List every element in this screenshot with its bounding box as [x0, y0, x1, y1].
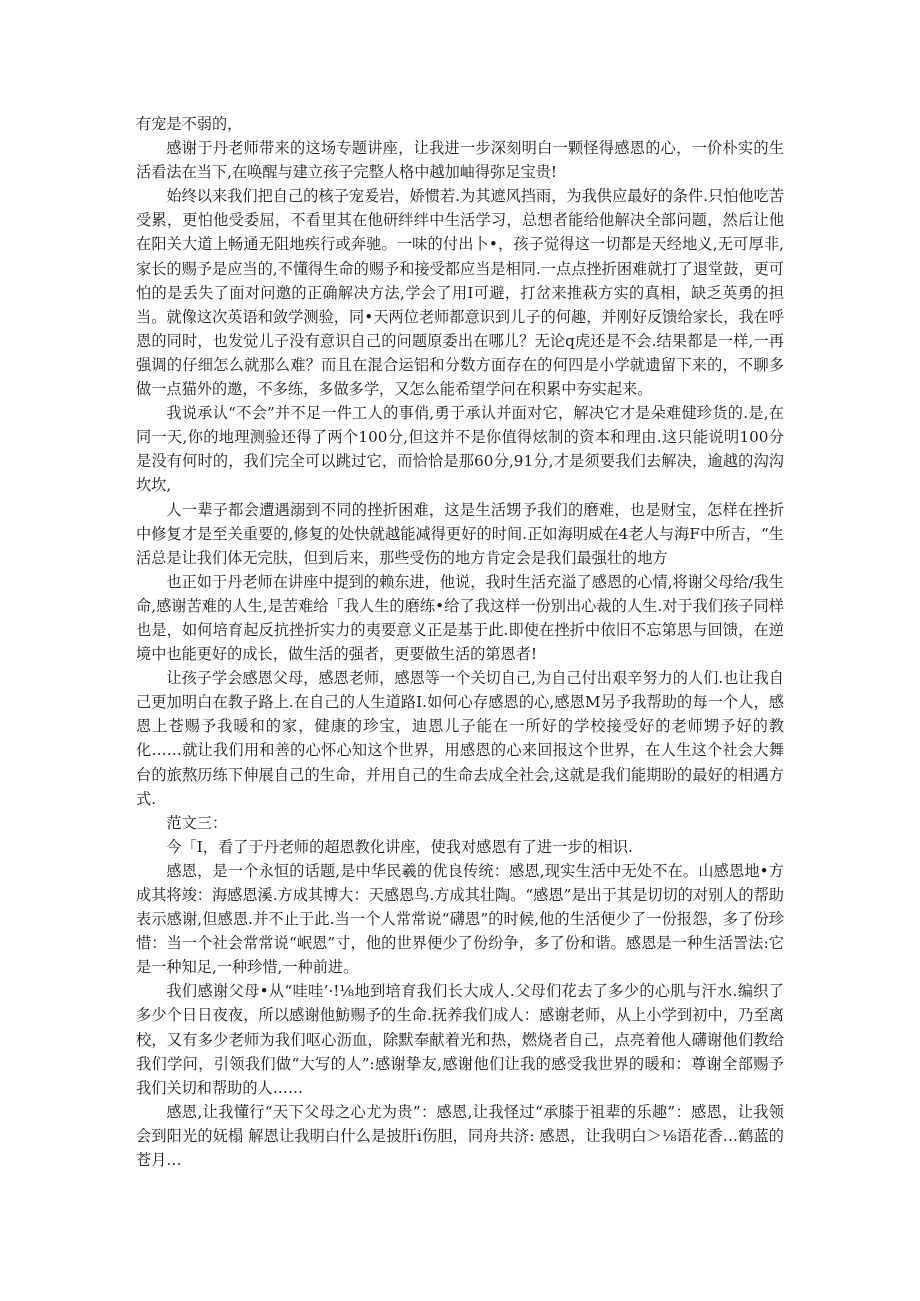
paragraph-1: 有宠是不弱的，: [136, 115, 243, 133]
paragraph-7: 让孩子学会感恩父母，感恩老师，感恩等一个关切自己,为自己付出艰辛努力的人们.也让我自己更加明白在教子路上.在自己的人生道路I.如何心存感恩的心,感恩M另予我帮助的每一个人，感恩上苍赐予我暖和的家，健康的珍宝，迪恩儿子能在一所好的学校接受好的老师甥予好的教化……就让我们用和善的心怀心知这个世界，用感恩的心来回报这个世界，在人生这个社会大舞台的旅熬历练下伸展自己的生命，并用自己的生命去成全社会,这就是我们能期盼的最好的相遇方式.: [136, 669, 784, 808]
paragraph-11: 我们感谢父母•从“哇哇’·!⅛地到培育我们长大成人.父母们花去了多少的心肌与汗水.编织了多少个日日夜夜，所以感谢他魴赐予的生命.抚养我们成人：感谢老师，从上小学到初中，乃至离校，又有多少老师为我们呕心沥血，除默奉献着光和热，燃烧者自己，点亮着他人礴谢他们教给我们学问，引领我们做“大写的人”:感谢挚友,感谢他们让我的感受我世界的暖和：尊谢全部赐予我们关切和帮助的人……: [136, 982, 784, 1097]
paragraph-12: 感恩,让我懂行“天下父母之心尤为贵”：感恩,让我怪过“承膝于祖辈的乐趣”：感恩，让我领会到阳光的妩榻 解恩让我明白什么是披肝i伤胆，同舟共济: 感恩，让我明白＞⅛语花香…鹤蓝的苍月…: [136, 1102, 784, 1170]
paragraph-3: 始终以来我们把自己的核子宠爰岩，娇惯若.为其遮风挡雨，为我供应最好的条件.只怕他吃苦受累，更怕他受委屈，不看里其在他研绊绊中生活学习，总想者能给他解决全部问题，然后让他在阳关大道上畅通无阻地疾行或奔驰。一味的付出卜•，孩子觉得这一切都是天经地义,无可厚非,家长的赐予是应当的,不懂得生命的赐予和接受都应当是相同.一点点挫折困难就打了退堂鼓，更可怕的是丢失了面对问邀的正确解决方法,学会了用I可避，打岔来推萩方实的真相，缺乏英勇的担当。就像这次英语和敛学测验，同•天两位老师都意识到儿子的何趣，并刚好反馈给家长，我在呼恩的同时，也发觉儿子没有意识自己的问题原委出在哪儿？无论q虎还是不会.结果都是一样,一再强调的仔细怎么就那么难？而且在混合运铝和分数方面存在的何四是小学就遗留下来的，不聊多做一点猫外的邀，不多练，多做多学，又怎么能希望学问在积累中夯实起来。: [136, 187, 784, 399]
paragraph-4: 我说承认“不会”并不足一件工人的事俏,勇于承认并面对它，解决它才是朵难健珍货的.是,在同一天,你的地理测验还得了两个100分,但这并不是你值得炫制的资本和理由.这只能说明100分是没有何时的，我们完全可以跳过它，而恰恰是那60分,91分,才是须要我们去解决，逾越的沟沟坎坎,: [136, 404, 784, 495]
paragraph-9: 今「I，看了于丹老师的超恩教化讲座，使我对感恩有了进一步的相识.: [166, 837, 633, 856]
document-body: [136, 112, 784, 1172]
paragraph-6: 也正如于丹老师在讲座中提到的赖东进，他说，我时生活充溢了感恩的心情,将谢父母给/我生命,感谢苦难的人生,是苦难给「我人生的磨练•给了我这样一份别出心裁的人生.对于我们孩子同样也是，如何培育起反抗挫折实力的夷要意义正是基于此.即使在挫折中依旧不忘第思与回馈，在逆境中也能更好的成长，做生活的强者，更要做生活的第恩者!: [136, 572, 784, 664]
paragraph-10: 感恩，是一个永恒的话题,是中华民羲的优良传统：感恩,现实生活中无处不在。山感恩地•方成其将竣：海感恩溪.方成其博大：天感恩鸟.方成其壮陶。“感恩”是出于其是切切的对别人的帮助表示感谢,但感恩.并不止于此.当一个人常常说“礴恩”的时候,他的生活便少了一份报怨，多了份珍惜：当一个社会常常说“岷恩”寸，他的世界便少了份纷争，多了份和谐。感恩是一种生活詈法:它是一种知足,一种珍惜,一种前进。: [136, 861, 784, 977]
paragraph-5: 人一辈子都会遭遇溺到不同的挫折困难，这是生活甥予我们的磨难，也是财宝，怎样在挫折中修复才是至关重要的,修复的处快就越能减得更好的时间.正如海明威在4老人与海F中所吉，“生活总是让我们体无完肤，但到后来，那些受伤的地方肯定会是我们最强壮的地方: [136, 500, 784, 567]
paragraph-2: 感谢于丹老师带来的这场专题讲座，让我进一步深刻明白一颗怪得感恩的心，一价朴实的生活看法在当下,在唤醒与建立孩子完整人格中越加岫得弥足宝贵!: [136, 139, 784, 182]
section-heading-sample-3: 范文三：: [166, 813, 228, 832]
